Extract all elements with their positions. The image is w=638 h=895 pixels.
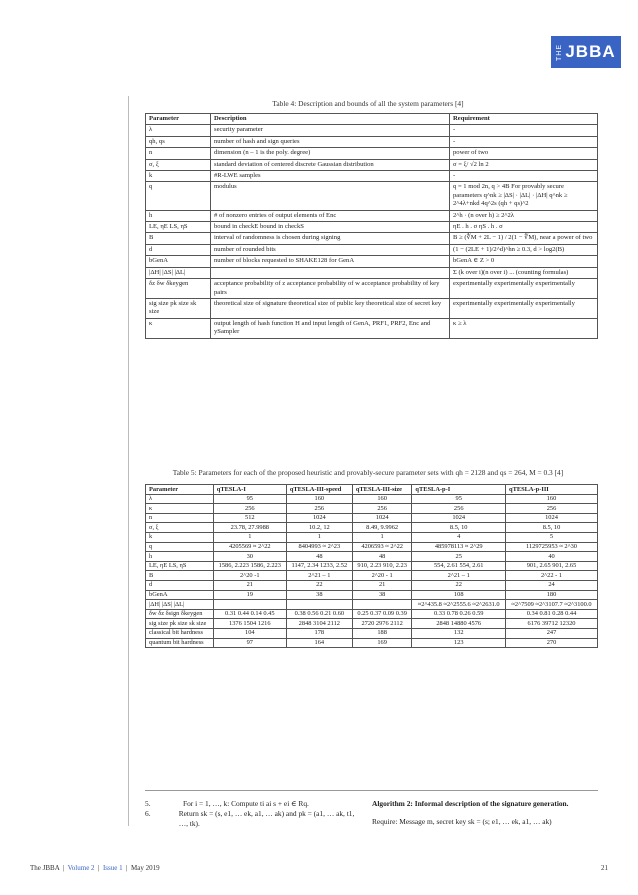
table-row [146, 494, 598, 504]
table-cell: 4 [412, 532, 506, 542]
table-cell: ηE . h . σ ηS . h . σ [450, 222, 598, 233]
table5-header-cell: qTESLA-I [213, 485, 286, 495]
table5 [145, 484, 598, 648]
table4-header-cell: Requirement [450, 114, 598, 125]
table-row [146, 182, 598, 210]
table-cell: 48 [286, 552, 352, 562]
table-row [146, 561, 598, 571]
table-cell: 23.78, 27.9988 [213, 523, 286, 533]
table-cell: 25 [412, 552, 506, 562]
table-row [146, 171, 598, 182]
table-cell: d [146, 244, 211, 255]
table-cell: 256 [286, 504, 352, 514]
table-cell: h [146, 210, 211, 221]
table-row [146, 210, 598, 221]
keygen-steps [145, 799, 355, 829]
table-cell: output length of hash function H and input length of GenA, PRF1, PRF2, Enc and ySampler [211, 318, 450, 338]
table-row [146, 590, 598, 600]
table-row [146, 638, 598, 648]
table-cell: LE, ηE LS, ηS [146, 222, 211, 233]
table-cell: 95 [412, 494, 506, 504]
table-cell: 2^h · (n over h) ≥ 2^2λ [450, 210, 598, 221]
table5-header-cell: Parameter [146, 485, 214, 495]
table-cell: standard deviation of centered discrete Gaussian distribution [211, 159, 450, 170]
table-cell: 8.49, 9.9962 [352, 523, 412, 533]
table-cell: 2^20 - 1 [352, 571, 412, 581]
table-cell: # of nonzero entries of output elements of Enc [211, 210, 450, 221]
table-cell: 2848 3104 2112 [286, 619, 352, 629]
table-cell: 1376 1504 1216 [213, 619, 286, 629]
table-cell: d [146, 580, 214, 590]
table-cell: 1586, 2.223 1586, 2.223 [213, 561, 286, 571]
algorithm-require: Require: Message m, secret key sk = (s; e1, … ek, a1, … ak) [372, 817, 552, 826]
table-cell: 132 [412, 628, 506, 638]
table-cell: 30 [213, 552, 286, 562]
table-row [146, 628, 598, 638]
table-cell: #R-LWE samples [211, 171, 450, 182]
table-row [146, 148, 598, 159]
table-cell: 256 [412, 504, 506, 514]
table-row [146, 244, 598, 255]
table-cell: 160 [286, 494, 352, 504]
table-cell: κ [146, 318, 211, 338]
table-cell: 22 [412, 580, 506, 590]
table-cell: κ [146, 504, 214, 514]
table-cell: 554, 2.61 554, 2.61 [412, 561, 506, 571]
table-row [146, 609, 598, 619]
table-cell: 123 [412, 638, 506, 648]
table-cell: - [450, 125, 598, 136]
table-row [146, 136, 598, 147]
table4-header [146, 114, 598, 125]
table-cell: 256 [352, 504, 412, 514]
footer-issue: Issue 1 [102, 864, 123, 872]
table-cell: 247 [506, 628, 598, 638]
table-row [146, 267, 598, 278]
table-cell: 2^21 – 1 [412, 571, 506, 581]
step-text: For i = 1, …, k: Compute ti ai s + ei ∈ Rq. [183, 799, 309, 808]
table-cell: qh, qs [146, 136, 211, 147]
table-cell: k [146, 171, 211, 182]
table-cell: 512 [213, 513, 286, 523]
table-cell: 22 [286, 580, 352, 590]
table-cell: n [146, 513, 214, 523]
table-cell: 2^22 - 1 [506, 571, 598, 581]
table-row [146, 542, 598, 552]
table-cell: λ [146, 125, 211, 136]
table-row [146, 279, 598, 299]
table-cell: B ≥ (∜M + 2L − 1) / 2(1 − ∜M), near a power of two [450, 233, 598, 244]
table-cell: 169 [352, 638, 412, 648]
table-cell: 180 [506, 590, 598, 600]
table-row [146, 532, 598, 542]
table-cell: 19 [213, 590, 286, 600]
table-cell: bGenA [146, 590, 214, 600]
table-row [146, 159, 598, 170]
table-cell: 1024 [352, 513, 412, 523]
table-row [146, 600, 598, 610]
table-cell: number of rounded bits [211, 244, 450, 255]
table-cell: 38 [286, 590, 352, 600]
logo-name: JBBA [565, 42, 616, 61]
table-cell: 1 [286, 532, 352, 542]
table-cell: 4205569 ≈ 2^22 [213, 542, 286, 552]
table5-header-cell: qTESLA-III-size [352, 485, 412, 495]
table-cell: σ, ξ [146, 159, 211, 170]
table-cell: classical bit hardness [146, 628, 214, 638]
step-text: Return sk = (s, e1, … ek, a1, … ak) and pk = (a1, … ak, t1, …, tk). [178, 809, 355, 828]
table-cell: bGenA ∈ Z > 0 [450, 256, 598, 267]
table-cell: 4206593 ≈ 2^22 [352, 542, 412, 552]
page-footer [30, 864, 608, 872]
table-cell: B [146, 571, 214, 581]
table-cell: 160 [506, 494, 598, 504]
table-cell: (1 − (2LE + 1)/2^d)^hn ≥ 0.3, d > log2(B) [450, 244, 598, 255]
table-cell: 910, 2.23 910, 2.23 [352, 561, 412, 571]
table-cell: security parameter [211, 125, 450, 136]
margin-rule [128, 96, 129, 826]
table-cell: k [146, 532, 214, 542]
table-cell: h [146, 552, 214, 562]
table4 [145, 113, 598, 339]
table-cell: 1024 [286, 513, 352, 523]
table-cell: 2^20 -1 [213, 571, 286, 581]
table-cell: |ΔH| |ΔS| |ΔL| [146, 267, 211, 278]
table5-header-cell: qTESLA-p-III [506, 485, 598, 495]
table-cell: 270 [506, 638, 598, 648]
table-cell: q = 1 mod 2n, q > 4B For provably secure parameters q^nk ≥ |ΔS| · |ΔL| · |ΔH| q^nk ≥ 2^4λ+nkd 4q^2s (qh + qs)^2 [450, 182, 598, 210]
table-cell: 6176 39712 12320 [506, 619, 598, 629]
table-row [146, 318, 598, 338]
table-cell: q [146, 542, 214, 552]
table-row [146, 125, 598, 136]
table-cell: dimension (n – 1 is the poly. degree) [211, 148, 450, 159]
table-cell: sig size pk size sk size [146, 298, 211, 318]
table-cell: quantum bit hardness [146, 638, 214, 648]
table-cell [352, 600, 412, 610]
table-cell: experimentally experimentally experimentally [450, 298, 598, 318]
table-cell: 1 [352, 532, 412, 542]
table-row [146, 552, 598, 562]
footer-journal: The JBBA [30, 864, 60, 872]
table-cell: σ, ξ [146, 523, 214, 533]
table-cell: κ ≥ λ [450, 318, 598, 338]
table-cell: 178 [286, 628, 352, 638]
table-cell: 164 [286, 638, 352, 648]
table-cell: theoretical size of signature theoretical size of public key theoretical size of secret key [211, 298, 450, 318]
table-cell: 1024 [412, 513, 506, 523]
table-cell: 108 [412, 590, 506, 600]
table-cell: 0.25 0.37 0.09 0.39 [352, 609, 412, 619]
table-cell: σ = ξ/ √2 ln 2 [450, 159, 598, 170]
table-row [146, 256, 598, 267]
table-cell: 188 [352, 628, 412, 638]
table-cell: - [450, 171, 598, 182]
table-cell [286, 600, 352, 610]
table-cell: |ΔH| |ΔS| |ΔL| [146, 600, 214, 610]
table-row [146, 571, 598, 581]
table5-body [146, 494, 598, 648]
table-cell: 10.2, 12 [286, 523, 352, 533]
table-cell: interval of randomness is chosen during signing [211, 233, 450, 244]
table-row [146, 298, 598, 318]
logo-the: THE [556, 43, 564, 61]
table-cell: n [146, 148, 211, 159]
table-cell: bound in checkE bound in checkS [211, 222, 450, 233]
table-cell: 0.34 0.81 0.28 0.44 [506, 609, 598, 619]
table-cell: number of blocks requested to SHAKE128 for GenA [211, 256, 450, 267]
table-row [146, 619, 598, 629]
table-row [146, 513, 598, 523]
table5-header-cell: qTESLA-p-I [412, 485, 506, 495]
table-cell: 2^21 – 1 [286, 571, 352, 581]
table-cell: 104 [213, 628, 286, 638]
table-cell: 1 [213, 532, 286, 542]
table-cell: LE, ηE LS, ηS [146, 561, 214, 571]
table-cell: 24 [506, 580, 598, 590]
table-cell: 0.31 0.44 0.14 0.45 [213, 609, 286, 619]
step-row [145, 799, 355, 809]
table-row [146, 580, 598, 590]
table-cell: 97 [213, 638, 286, 648]
step-row [145, 809, 355, 829]
table-cell: ≈2^435.8 ≈2^2555.6 ≈2^2631.0 [412, 600, 506, 610]
table-cell: acceptance probability of z acceptance probability of w acceptance probability of key pairs [211, 279, 450, 299]
table-cell: - [450, 136, 598, 147]
table-cell: 1147, 2.34 1233, 2.52 [286, 561, 352, 571]
table-cell: 485978113 ≈ 2^29 [412, 542, 506, 552]
table-cell: 95 [213, 494, 286, 504]
table-cell: δz δw δkeygen [146, 279, 211, 299]
table-cell: 21 [213, 580, 286, 590]
table5-caption: Table 5: Parameters for each of the proposed heuristic and provably-secure parameter sets with qh = 2128 and qs = 264, M = 0.3 [4] [172, 468, 564, 477]
table-cell [213, 600, 286, 610]
table-cell: Σ (k over i)(n over i) ... (counting formulas) [450, 267, 598, 278]
step-number: 6. [145, 809, 151, 818]
table-cell: 21 [352, 580, 412, 590]
table-cell: 8404993 ≈ 2^23 [286, 542, 352, 552]
table-cell: ≈2^7509 ≈2^3107.7 ≈2^3100.0 [506, 600, 598, 610]
table-cell: 2720 2976 2112 [352, 619, 412, 629]
step-number: 5. [145, 799, 151, 808]
table-cell: λ [146, 494, 214, 504]
table-row [146, 504, 598, 514]
table-row [146, 222, 598, 233]
table4-caption: Table 4: Description and bounds of all the system parameters [4] [272, 99, 464, 108]
table-cell: 2848 14880 4576 [412, 619, 506, 629]
table-cell: 0.38 0.56 0.21 0.60 [286, 609, 352, 619]
table5-header-cell: qTESLA-III-speed [286, 485, 352, 495]
table-cell: number of hash and sign queries [211, 136, 450, 147]
table-cell: 1129725953 ≈ 2^30 [506, 542, 598, 552]
table-cell: sig size pk size sk size [146, 619, 214, 629]
table4-header-cell: Description [211, 114, 450, 125]
table5-header [146, 485, 598, 495]
journal-logo [551, 36, 621, 68]
table-cell: B [146, 233, 211, 244]
table-cell: 160 [352, 494, 412, 504]
table-cell: q [146, 182, 211, 210]
table-cell: bGenA [146, 256, 211, 267]
table-row [146, 233, 598, 244]
table4-body [146, 125, 598, 338]
table-cell: experimentally experimentally experimentally [450, 279, 598, 299]
algorithm-title: Algorithm 2: Informal description of the signature generation. [372, 799, 569, 808]
table-cell: 8.5, 10 [412, 523, 506, 533]
table4-header-cell: Parameter [146, 114, 211, 125]
table-cell: 1024 [506, 513, 598, 523]
table-cell: δw δz δsign δkeygen [146, 609, 214, 619]
table-cell: 256 [506, 504, 598, 514]
footer-date: May 2019 [131, 864, 160, 872]
footer-left: The JBBA | Volume 2 | Issue 1 | May 2019 [30, 864, 160, 872]
table-cell: 0.33 0.78 0.26 0.59 [412, 609, 506, 619]
table-cell: 5 [506, 532, 598, 542]
table-cell [211, 267, 450, 278]
table-cell: 40 [506, 552, 598, 562]
section-divider [145, 790, 598, 791]
table-cell: modulus [211, 182, 450, 210]
table-cell: power of two [450, 148, 598, 159]
table-cell: 8.5, 10 [506, 523, 598, 533]
table-row [146, 523, 598, 533]
table-cell: 38 [352, 590, 412, 600]
algorithm-block [372, 799, 602, 827]
table-cell: 901, 2.65 901, 2.65 [506, 561, 598, 571]
table-cell: 256 [213, 504, 286, 514]
footer-volume: Volume 2 [67, 864, 95, 872]
table-cell: 48 [352, 552, 412, 562]
footer-page-number: 21 [601, 864, 608, 872]
